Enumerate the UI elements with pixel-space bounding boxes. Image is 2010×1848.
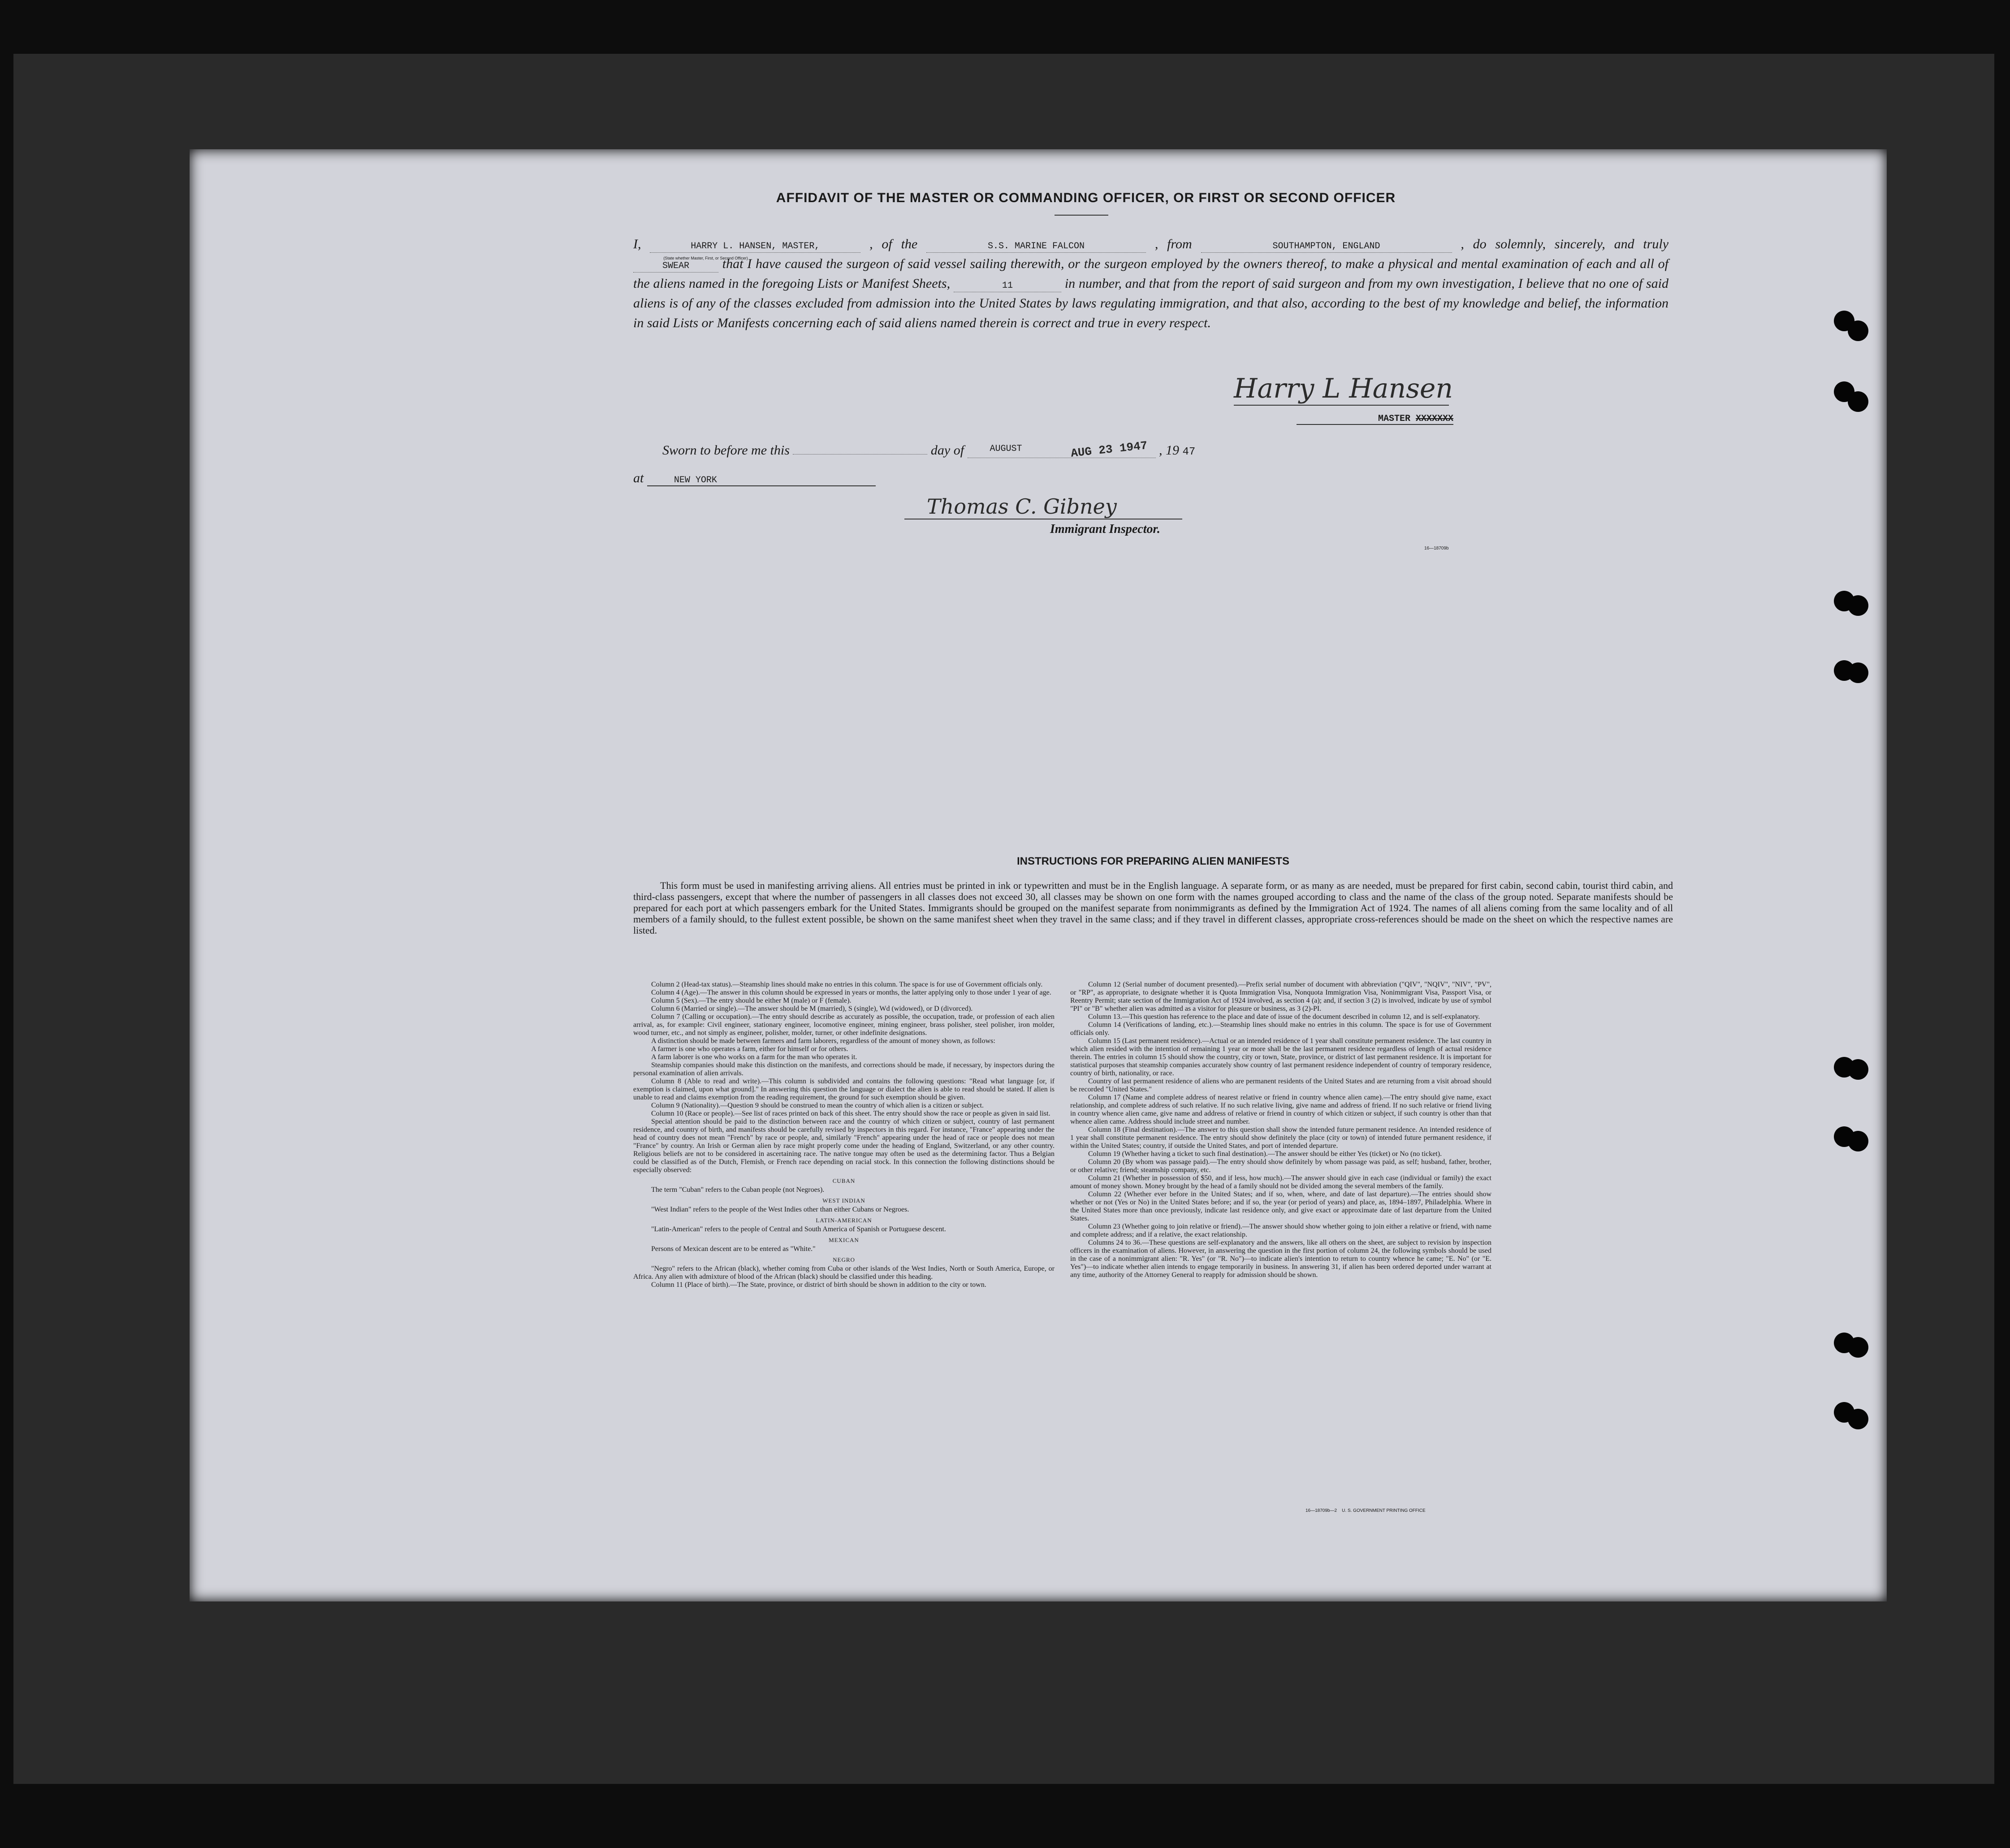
instruction-paragraph: Column 18 (Final destination).—The answer to this question shall show the intended future permanent residence. An intended residence of 1 year shall constitute permanent residence. The entry should show definitely the place (city or town) of intended future permanent residence, if within the United States; country, if outside the United States, and port of intended departure.	[1070, 1126, 1491, 1150]
form-number: 16—18709b	[1424, 546, 1449, 551]
date-stamp: AUG 23 1947	[1070, 439, 1148, 460]
race-heading: LATIN-AMERICAN	[816, 1217, 872, 1224]
printing-office-footer: 16—18709b—2 U. S. GOVERNMENT PRINTING OFFICE	[1305, 1508, 1426, 1513]
instruction-paragraph: Column 22 (Whether ever before in the United States; and if so, when, where, and date of last departure).—The entries should show whether or not (Yes or No) in the United States before; and if so, the year (or period of years) and place, as, 1894–1897, Philadelphia. Where in the United States more than once previously, indicate last residence only, and give exact or approximate date of last departure from the United States.	[1070, 1190, 1491, 1222]
at-text: at	[633, 471, 644, 485]
race-definition: "Latin-American" refers to the people of Central and South America of Spanish or Portuguese descent.	[651, 1225, 946, 1233]
instruction-paragraph: Column 21 (Whether in possession of $50, and if less, how much).—The answer should give in each case (individual or family) the exact amount of money shown. Money brought by the head of a family should not be divided among the several members of the family.	[1070, 1174, 1491, 1190]
instruction-paragraph: Country of last permanent residence of aliens who are permanent residents of the United States and are returning from a visit abroad should be recorded "United States."	[1070, 1078, 1491, 1093]
instruction-paragraph: Column 7 (Calling or occupation).—The entry should describe as accurately as possible, the occupation, trade, or profession of each alien arrival, as, for example: Civil engineer, stationary engineer, locomotive engineer, mining engineer, brass polisher, steel polisher, iron molder, wood turner, etc., and not simply as engineer, polisher, molder, turner, or other indefinite designations.	[633, 1013, 1055, 1037]
instruction-paragraph: A farmer is one who operates a farm, either for himself or for others.	[651, 1045, 848, 1053]
affidavit-text: , from	[1154, 237, 1192, 251]
race-heading: CUBAN	[832, 1177, 856, 1184]
instruction-paragraph: Column 20 (By whom was passage paid).—The entry should show definitely by whom passage was paid, as self; husband, father, brother, or other relative; friend; steamship company, etc.	[1070, 1158, 1491, 1174]
instruction-paragraph: Column 13.—This question has reference to the place and date of issue of the document described in column 12, and is self-explanatory.	[1088, 1013, 1480, 1021]
signer-title-line	[1297, 414, 1453, 425]
affidavit-text: solemnly, sincerely, and truly	[1495, 237, 1669, 251]
race-heading: NEGRO	[833, 1256, 855, 1263]
instruction-paragraph: Column 12 (Serial number of document presented).—Prefix serial number of document with abbreviation ("QIV", "NQIV", "NIV", "PV", or "RP", as appropriate, to designate whether it is Quota Immigration Visa, Nonquota Immigration Visa, Nonimmigrant Visa, Passport Visa, or Reentry Permit; state section of the Immigration Act of 1924 involved, as section 4 (a); and, if section 3 (2) is involved, indicate by use of symbol "PI" or "B" whether alien was admitted as a visitor for pleasure or business, as 3 (2)-PI.	[1070, 981, 1491, 1013]
race-definition: The term "Cuban" refers to the Cuban people (not Negroes).	[651, 1186, 825, 1194]
instructions-left-column	[633, 981, 1055, 1289]
oath-word: SWEAR	[633, 260, 718, 273]
instruction-paragraph: Column 4 (Age).—The answer in this column should be expressed in years or months, the latter applying only to those under 1 year of age.	[651, 989, 1051, 996]
sheet-count: 11	[954, 280, 1061, 292]
instruction-paragraph: Column 14 (Verifications of landing, etc.).—Steamship lines should make no entries in this column. The space is for use of Government officials only.	[1070, 1021, 1491, 1037]
affidavit-title: AFFIDAVIT OF THE MASTER OR COMMANDING OFFICER, OR FIRST OR SECOND OFFICER	[776, 190, 1396, 205]
master-name: HARRY L. HANSEN, MASTER,	[691, 241, 820, 251]
instruction-paragraph: Column 10 (Race or people).—See list of races printed on back of this sheet. The entry should show the race or people as given in said list.	[651, 1110, 1050, 1117]
punch-hole	[1848, 662, 1868, 683]
signer-title-struck: XXXXXXX	[1415, 414, 1453, 424]
instruction-paragraph: Column 9 (Nationality).—Question 9 should be construed to mean the country of which alien is a citizen or subject.	[651, 1102, 984, 1109]
punch-hole	[1848, 1131, 1868, 1151]
title-rule	[1055, 215, 1108, 216]
sworn-month: AUGUST	[990, 444, 1022, 454]
instruction-paragraph: Special attention should be paid to the distinction between race and the country of which citizen or subject, country of last permanent residence, and country of birth, and manifests should be carefully revised by inspectors in this regard. For instance, "France" appearing under the head of country does not mean "French" by race or people, and, similarly "French" appearing under the head of race or people does not mean "France" by country. An Irish or German alien by race might properly come under the heading of England, Switzerland, or any other country. Religious beliefs are not to be considered in ascertaining race. The native tongue may often be used as the determining factor. Thus a Belgian could be classified as of the Dutch, Flemish, or French race depending on racial stock. In this connection the following distinctions should be especially observed:	[633, 1118, 1055, 1174]
officer-rank-note: (State whether Master, First, or Second Officer)	[663, 256, 748, 260]
master-signature: Harry L Hansen	[1234, 372, 1449, 406]
signer-title: MASTER	[1378, 414, 1410, 424]
punch-hole	[1848, 595, 1868, 616]
sworn-month-field	[968, 439, 1156, 460]
affidavit-text: that I have caused the surgeon of said vessel sailing therewith, or the surgeon employed by the owners thereof, to make a physical and mental examination of each and all of the aliens named in the foregoing Lists or Manifest Sheets,	[633, 256, 1669, 291]
race-definition: Persons of Mexican descent are to be entered as "White."	[651, 1245, 816, 1253]
instruction-paragraph: Column 11 (Place of birth).—The State, province, or district of birth should be shown in addition to the city or town.	[651, 1281, 986, 1289]
instruction-paragraph: Columns 24 to 36.—These questions are self-explanatory and the answers, like all others on the sheet, are subject to revision by inspection officers in the examination of aliens. However, in answering the question in the first portion of column 24, the following symbols should be used in the case of a nonimmigrant alien: "R. Yes" (or "R. No")—to indicate alien's intention to return to country whence he came; "E. No" (or "E. Yes")—to indicate whether alien intends to engage temporarily in business. In answering 31, if alien has been ordered deported under warrant at any time, authority of the Attorney General to reapply for admission should be shown.	[1070, 1239, 1491, 1279]
instruction-paragraph: Column 17 (Name and complete address of nearest relative or friend in country whence alien came).—The entry should give name, exact relationship, and complete address of such relative. If no such relative living, give name and address of friend. If no such relative or friend living in country whence alien came, give name and address of relative or friend in country of which citizen or subject, if such country is other than that whence alien came. Address should include street and number.	[1070, 1094, 1491, 1125]
punch-hole	[1848, 1409, 1868, 1429]
affidavit-text: , do	[1461, 237, 1487, 251]
affidavit-text: in number, and that from the report of said surgeon and from my own investigation, I believe that no one of said aliens is of any of the classes excluded from admission into the United States by laws regulating immigration, and that also, according to the best of my knowledge and belief, the information in said Lists or Manifests concerning each of said aliens named therein is correct and true in every respect.	[633, 276, 1669, 330]
master-name-field	[650, 241, 860, 260]
punch-hole	[1848, 1337, 1868, 1358]
manifest-sheet	[190, 149, 1887, 1601]
instructions-right-column	[1070, 981, 1491, 1279]
instruction-paragraph: A distinction should be made between farmers and farm laborers, regardless of the amount of money shown, as follows:	[651, 1037, 995, 1045]
departure-port: SOUTHAMPTON, ENGLAND	[1201, 241, 1452, 253]
race-heading: WEST INDIAN	[822, 1197, 865, 1204]
punch-hole	[1848, 391, 1868, 412]
day-of-text: day of	[930, 443, 964, 458]
instructions-title: INSTRUCTIONS FOR PREPARING ALIEN MANIFESTS	[1016, 855, 1289, 867]
race-definition: "Negro" refers to the African (black), whether coming from Cuba or other islands of the West Indies, North or South America, Europe, or Africa. Any alien with admixture of blood of the African (black) should be classified under this heading.	[633, 1265, 1055, 1281]
affidavit-body	[633, 234, 1669, 333]
vessel-name: S.S. MARINE FALCON	[926, 241, 1146, 253]
instruction-paragraph: Column 5 (Sex).—The entry should be either M (male) or F (female).	[651, 997, 852, 1004]
instruction-paragraph: Column 23 (Whether going to join relative or friend).—The answer should show whether going to join either a relative or friend, with name and complete address; and if a relative, the exact relationship.	[1070, 1223, 1491, 1238]
inspector-signature: Thomas C. Gibney	[904, 494, 1182, 519]
instruction-paragraph: Column 6 (Married or single).—The answer should be M (married), S (single), Wd (widowed), or D (divorced).	[651, 1005, 973, 1013]
instructions-intro: This form must be used in manifesting arriving aliens. All entries must be printed in ink or typewritten and must be in the English language. A separate form, or as many as are needed, must be prepared for first cabin, second cabin, tourist third cabin, and third-class passengers, except that where the number of passengers in all classes does not exceed 30, all classes may be shown on one form with the names grouped according to class and the name of the class of the group noted. Separate manifests should be prepared for each port at which passengers embark for the United States. Immigrants should be grouped on the manifest separate from nonimmigrants as defined by the Immigration Act of 1924. The names of all aliens coming from the same locality and of all members of a family should, to the fullest extent possible, be shown on the same manifest sheet when they travel in the same class; and if they travel in different classes, appropriate cross-references should be made on the sheet on which the respective names are listed.	[633, 880, 1673, 936]
inspector-title: Immigrant Inspector.	[1050, 522, 1160, 536]
year-prefix: , 19	[1159, 443, 1180, 458]
instruction-paragraph: A farm laborer is one who works on a farm for the man who operates it.	[651, 1053, 857, 1061]
sworn-year: 47	[1182, 446, 1196, 458]
affidavit-text: , of the	[869, 237, 918, 251]
instruction-paragraph: Column 8 (Able to read and write).—This column is subdivided and contains the following questions: "Read what language [or, if exemption is claimed, upon what ground]." In answering this question the language or dialect the alien is able to read should be stated. If alien is unable to read and claims exemption from the reading requirement, the ground for such exemption should be given.	[633, 1078, 1055, 1101]
instruction-paragraph: Column 15 (Last permanent residence).—Actual or an intended residence of 1 year shall constitute permanent residence. The last country in which alien resided with the intention of remaining 1 year or more shall be the last permanent residence regardless of length of actual residence therein. The entries in column 15 should show the country, city or town, State, province, or district of last permanent residence. It is important for statistical purposes that steamship companies accurately show country of last permanent residence independent of country of temporary residence, country of birth, nationality, or race.	[1070, 1037, 1491, 1077]
sworn-text: Sworn to before me this	[662, 443, 790, 458]
punch-hole	[1848, 1059, 1868, 1080]
punch-hole	[1848, 320, 1868, 341]
sworn-place: NEW YORK	[647, 475, 876, 486]
instruction-paragraph: Steamship companies should make this distinction on the manifests, and corrections should be made, if necessary, by inspectors during the personal examination of alien arrivals.	[633, 1061, 1055, 1077]
affidavit-text: I,	[633, 237, 641, 251]
instruction-paragraph: Column 19 (Whether having a ticket to such final destination).—The answer should be either Yes (ticket) or No (no ticket).	[1088, 1150, 1442, 1158]
place-line	[633, 471, 876, 486]
instruction-paragraph: Column 2 (Head-tax status).—Steamship lines should make no entries in this column. The space is for use of Government officials only.	[651, 981, 1043, 988]
sworn-line	[662, 439, 1196, 460]
race-heading: MEXICAN	[829, 1237, 859, 1243]
race-definition: "West Indian" refers to the people of the West Indies other than either Cubans or Negroes.	[651, 1206, 909, 1213]
